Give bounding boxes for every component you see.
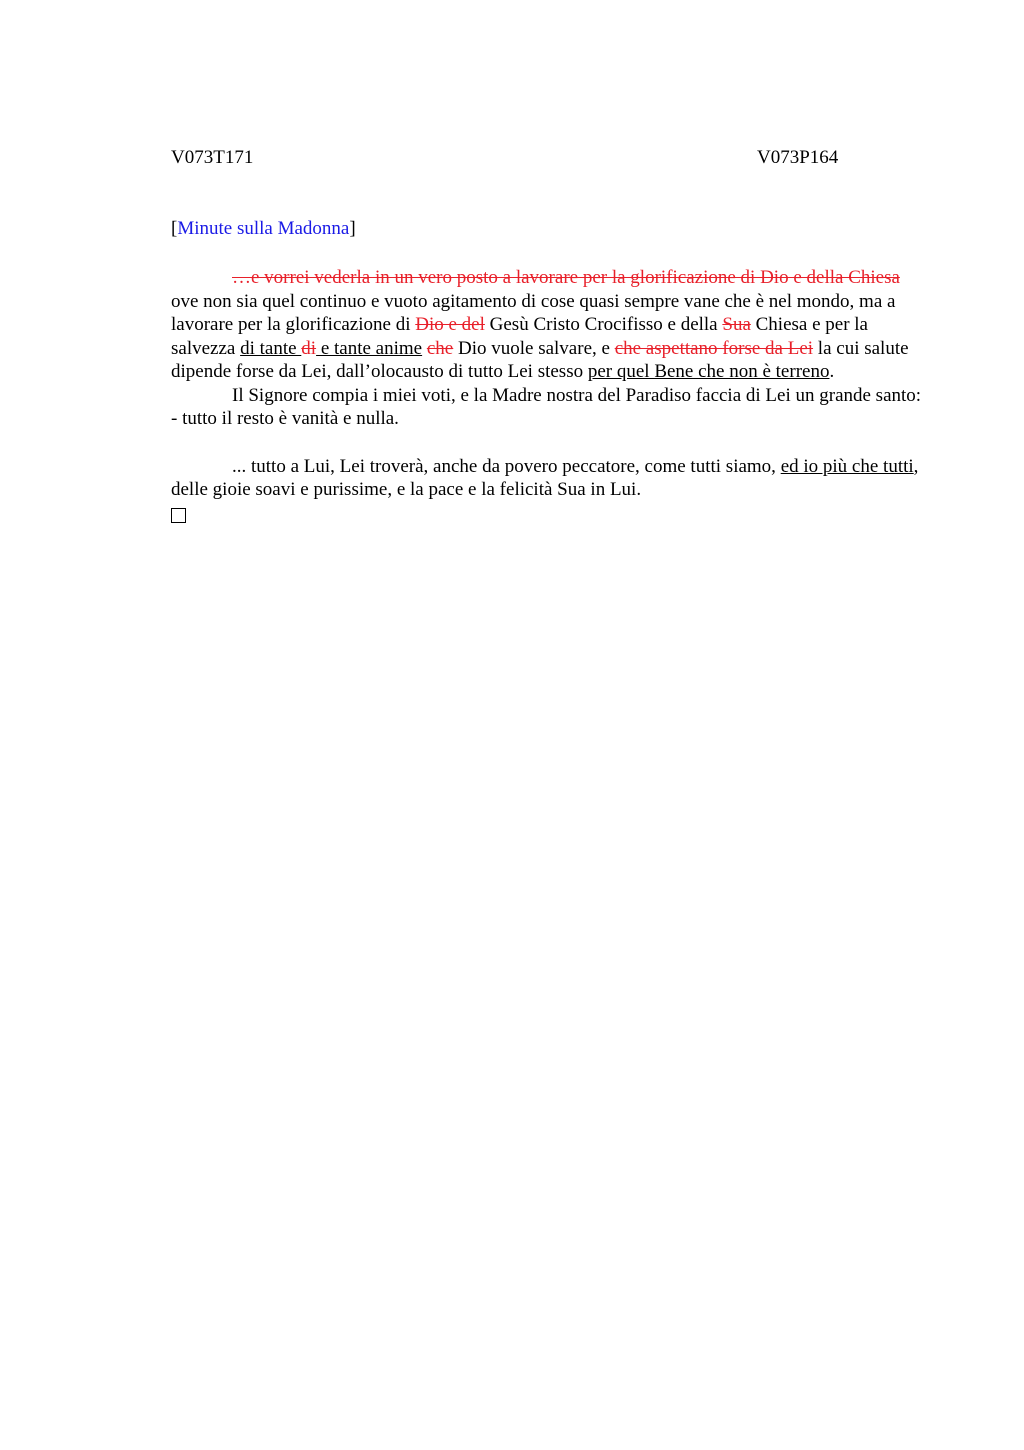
document-code-right: V073P164 [757, 147, 839, 168]
underlined-text: di tante [240, 337, 302, 359]
text-run: Il Signore compia i miei voti, e la Madre nostra del Paradiso faccia di Lei un grande santo: - tutto il resto è vanità e nulla. [171, 384, 922, 429]
text-run: ... tutto a Lui, Lei troverà, anche da povero peccatore, come tutti siamo, [232, 455, 781, 477]
deleted-text: che aspettano forse da Lei [614, 337, 814, 359]
underlined-text: e tante anime [316, 337, 423, 359]
paragraph-1 [171, 266, 931, 384]
title-open-bracket: [ [171, 218, 178, 239]
underlined-text: ed io più che tutti [780, 455, 914, 477]
underlined-text: per quel Bene che non è terreno [587, 361, 830, 382]
document-code-left: V073T171 [171, 147, 254, 168]
title-text: Minute sulla Madonna [177, 218, 350, 239]
paragraph-3 [171, 455, 931, 502]
deleted-text: di [301, 337, 317, 359]
paragraph-2 [171, 384, 931, 431]
deleted-text: …e vorrei vederla in un vero posto a lavorare per la glorificazione di Dio e della Chiesa [232, 267, 900, 288]
document-body [171, 266, 931, 529]
deleted-text: Dio e del [415, 314, 485, 335]
section-title [171, 218, 356, 240]
text-run: Gesù Cristo Crocifisso e della [484, 314, 723, 335]
deleted-text: Sua [722, 314, 751, 335]
text-run: , delle gioie soavi e purissime, e la pace e la felicità Sua in Lui. [171, 455, 919, 500]
text-run: Chiesa e per la salvezza [171, 314, 868, 359]
deleted-text: che [426, 337, 454, 359]
text-run: . [829, 361, 835, 382]
empty-square-icon [171, 508, 186, 523]
text-run: ove non sia quel continuo e vuoto agitamento di cose quasi sempre vane che è nel mondo, ma a lavorare per la glorificazione di [171, 290, 896, 335]
paragraph-spacer [171, 431, 931, 455]
text-run: Dio vuole salvare, e [453, 337, 615, 359]
title-close-bracket: ] [349, 218, 356, 239]
text-run: la cui salute dipende forse da Lei, dall’olocausto di tutto Lei stesso [171, 337, 909, 382]
